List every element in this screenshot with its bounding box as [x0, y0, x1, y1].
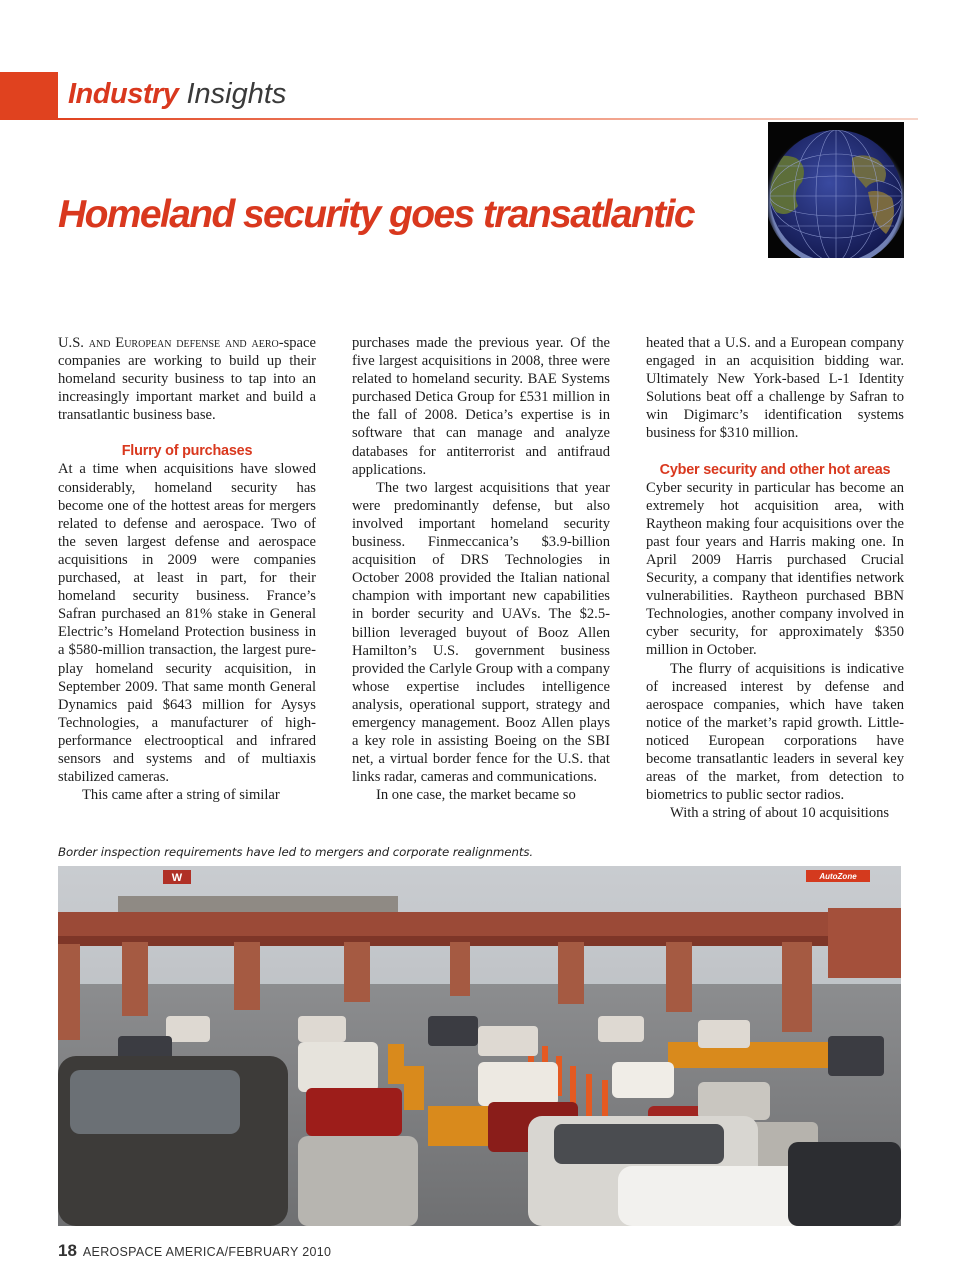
lead-paragraph: [58, 334, 316, 424]
paragraph: Cyber security in particular has become an extremely hot acquisition area, with Raytheon making four acquisitions over the past four years and Harris making one. In April 2009 Harris purchased Crucial Security, a company that identifies network vulnerabilities. Raytheon purchased BBN Technologies, another company involved in cyber security, for approximately $350 million in October.: [646, 479, 904, 659]
section-label-strong: Industry: [68, 78, 179, 110]
headline: Homeland security goes transatlantic: [58, 193, 694, 236]
subhead-flurry: Flurry of purchases: [121, 443, 253, 460]
page-footer: [58, 1241, 331, 1261]
photo-caption: Border inspection requirements have led to mergers and corporate realignments.: [58, 845, 534, 859]
article-column-2: [352, 334, 610, 804]
paragraph: In one case, the market became so: [376, 787, 576, 804]
paragraph: purchases made the previous year. Of the five largest acquisitions in 2008, three were related to homeland security. BAE Systems purchased Detica Group for £531 million in the fall of 2008. Detica’s expertise is in software that can manage and analyze databases for antiterrorist and antifraud applications.: [352, 335, 610, 478]
article-column-1: [58, 334, 316, 804]
section-label-light: Insights: [186, 78, 287, 110]
subhead-cyber: Cyber security and other hot areas: [659, 461, 891, 478]
section-color-bar: [0, 72, 58, 120]
sign-right-text: AutoZone: [819, 872, 857, 881]
lead-rest: space companies are working to build up their homeland security business to tap into an increasingly important market and build a transatlantic business base.: [58, 335, 316, 424]
article-column-3: [646, 334, 904, 822]
section-rule: [58, 118, 918, 120]
paragraph: This came after a string of similar: [82, 787, 280, 804]
paragraph: The two largest acquisitions that year were predominantly defense, but also involved important homeland security business. Finmeccanica’s $3.9-billion acquisition of DRS Technologies in October 2008 provided the Italian national champion with important new capabilities in border security and UAVs. The $2.5-billion leveraged buyout of Booz Allen Hamilton’s U.S. government business provided the Carlyle Group with a company whose expertise includes intelligence analysis, operational support, strategy and emergency management. Booz Allen plays a key role in assisting Boeing on the SBI net, a virtual border fence for the U.S. that links radar, cameras and communications.: [352, 479, 610, 786]
journal-issue: AEROSPACE AMERICA/FEBRUARY 2010: [82, 1245, 332, 1259]
page-number: 18: [58, 1241, 77, 1260]
paragraph: With a string of about 10 acquisitions: [670, 805, 890, 822]
lead-smallcaps: U.S. and European defense and aero-: [58, 335, 284, 351]
paragraph: The flurry of acquisitions is indicative of increased interest by defense and aerospace companies, which have taken notice of the market’s rapid growth. Little-noticed European corporations have become transatlantic leaders in several key areas of the market, from detection to biometrics to public sector radios.: [646, 660, 904, 804]
paragraph: At a time when acquisitions have slowed considerably, homeland security has become one of the hottest areas for mergers related to defense and aerospace. Two of the seven largest defense and aerospace acquisitions in 2009 were companies purchased, at least in part, for their homeland security business. France’s Safran purchased an 81% stake in General Electric’s Homeland Protection business in a $580-million transaction, the largest pure-play homeland security acquisition, in September 2009. That same month General Dynamics paid $643 million for Aysys Technologies, a manufacturer of high-performance electrooptical and infrared sensors and systems and of multiaxis stabilized cameras.: [58, 461, 316, 786]
sign-left-text: W: [171, 872, 183, 884]
section-label: [68, 75, 286, 113]
paragraph: heated that a U.S. and a European company engaged in an acquisition bidding war. Ultimately New York-based L-1 Identity Solutions beat off a challenge by Safran to win Digimarc’s identification systems business for $310 million.: [646, 335, 904, 442]
border-crossing-photo: [58, 866, 901, 1226]
border-crossing-illustration: [58, 866, 901, 1226]
